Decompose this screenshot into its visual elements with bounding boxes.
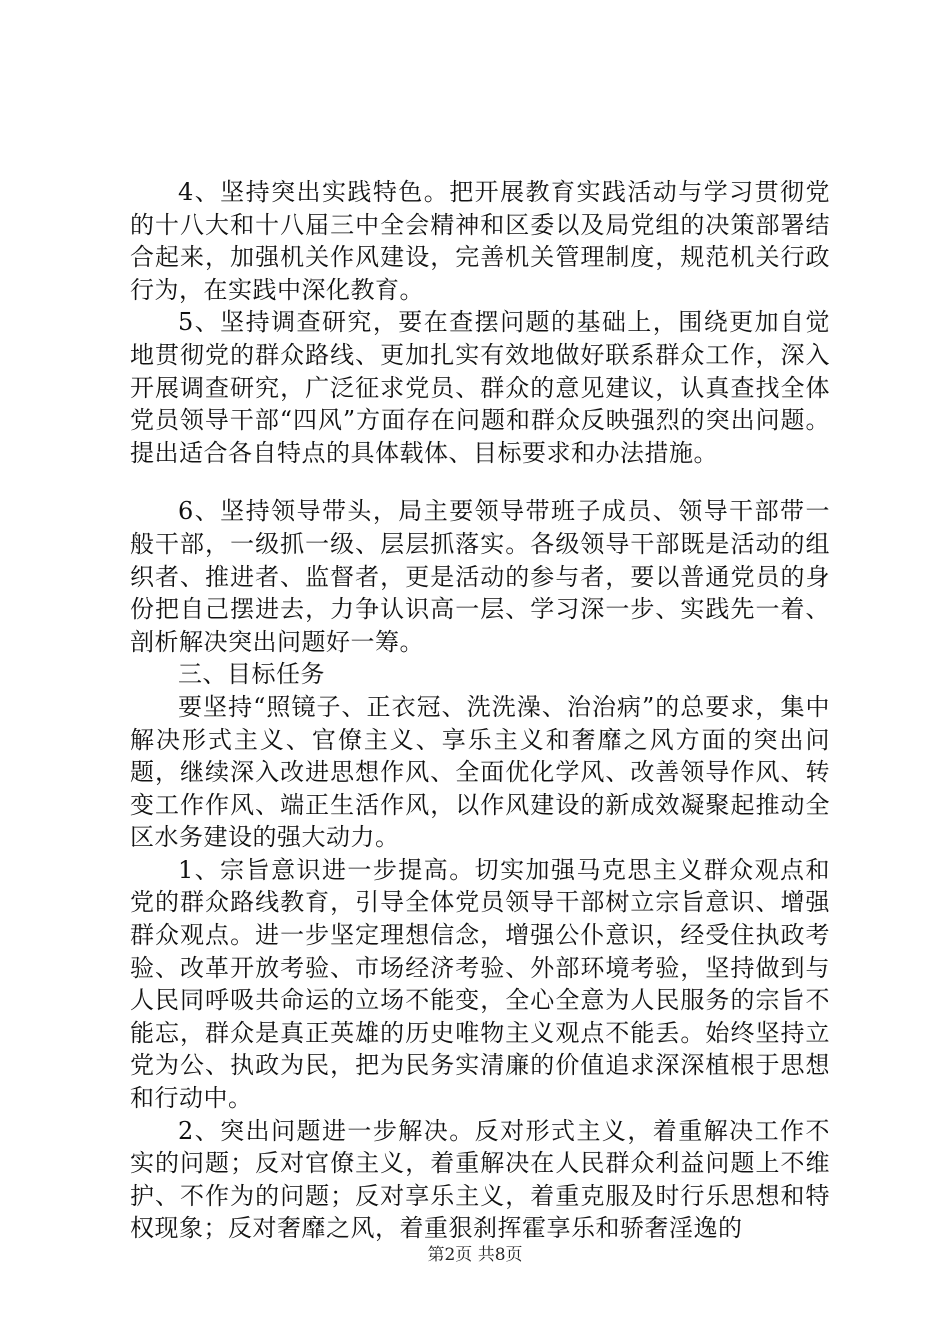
paragraph-problem-solving: 2、突出问题进一步解决。反对形式主义，着重解决工作不实的问题；反对官僚主义，着重解决在人民群众利益问题上不维护、不作为的问题；反对享乐主义，着重克服及时行乐思想和特权现象；反对奢靡之风，着重狠刹挥霍享乐和骄奢淫逸的 xyxy=(130,1116,830,1243)
section-heading-goals: 三、目标任务 xyxy=(178,660,325,689)
paragraph-practice-feature: 4、坚持突出实践特色。把开展教育实践活动与学习贯彻党的十八大和十八届三中全会精神和区委以及局党组的决策部署结合起来，加强机关作风建设，完善机关管理制度，规范机关行政行为，在实践中深化教育。 xyxy=(130,178,830,304)
paragraph-general-requirement: 要坚持“照镜子、正衣冠、洗洗澡、治治病”的总要求，集中解决形式主义、官僚主义、享乐主义和奢靡之风方面的突出问题，继续深入改进思想作风、全面优化学风、改善领导作风、转变工作作风、端正生活作风，以作风建设的新成效凝聚起推动全区水务建设的强大动力。 xyxy=(130,692,830,852)
document-body xyxy=(130,176,830,1245)
page-number-footer: 第2页 共8页 xyxy=(427,1245,523,1265)
paragraph-leadership: 6、坚持领导带头，局主要领导带班子成员、领导干部带一般干部，一级抓一级、层层抓落实。各级领导干部既是活动的组织者、推进者、监督者，更是活动的参与者，要以普通党员的身份把自己摆进去，力争认识高一层、学习深一步、实践先一着、剖析解决突出问题好一筹。 xyxy=(130,497,830,656)
paragraph-purpose-awareness: 1、宗旨意识进一步提高。切实加强马克思主义群众观点和党的群众路线教育，引导全体党员领导干部树立宗旨意识、增强群众观点。进一步坚定理想信念，增强公仆意识，经受住执政考验、改革开放考验、市场经济考验、外部环境考验，坚持做到与人民同呼吸共命运的立场不能变，全心全意为人民服务的宗旨不能忘，群众是真正英雄的历史唯物主义观点不能丢。始终坚持立党为公、执政为民，把为民务实清廉的价值追求深深植根于思想和行动中。 xyxy=(130,855,830,1113)
paragraph-investigation: 5、坚持调查研究，要在查摆问题的基础上，围绕更加自觉地贯彻党的群众路线、更加扎实有效地做好联系群众工作，深入开展调查研究，广泛征求党员、群众的意见建议，认真查找全体党员领导干部“四风”方面存在问题和群众反映强烈的突出问题。提出适合各自特点的具体载体、目标要求和办法措施。 xyxy=(130,308,830,467)
